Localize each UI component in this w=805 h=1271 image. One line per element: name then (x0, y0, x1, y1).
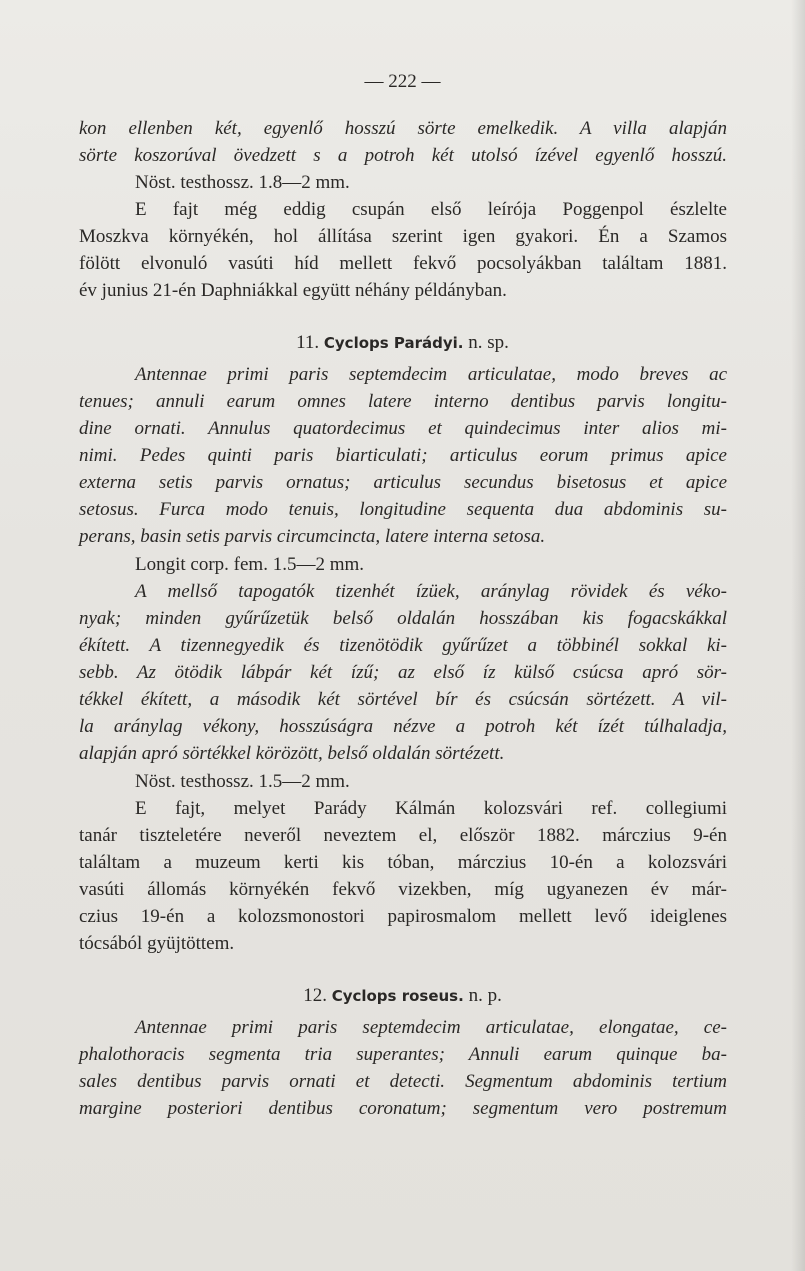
text-line: sörte koszorúval övedzett s a potroh két utolsó ízével egyenlő hosszú. (79, 145, 727, 166)
species-number: 12. (303, 985, 327, 1006)
description-line: A mellső tapogatók tizenhét ízüek, aránylag rövidek és véko- (135, 581, 727, 602)
latin-line: externa setis parvis ornatus; articulus secundus bisetosus et apice (79, 472, 727, 493)
text-line: E fajt még eddig csupán első leírója Poggenpol észlelte (135, 199, 727, 220)
description-line: alapján apró sörtékkel körözött, belső oldalán sörtézett. (79, 743, 505, 764)
paragraph-line: E fajt, melyet Parády Kálmán kolozsvári ref. collegiumi (135, 798, 727, 819)
latin-line: phalothoracis segmenta tria superantes; Annuli earum quinque ba- (79, 1044, 727, 1065)
paragraph-line: tócsából gyüjtöttem. (79, 933, 235, 954)
longit-line: Longit corp. fem. 1.5—2 mm. (135, 554, 365, 575)
species-heading (0, 984, 805, 1008)
species-name: Cyclops Parádyi. (323, 334, 464, 352)
latin-line: Antennae primi paris septemdecim articulatae, elongatae, ce- (135, 1017, 727, 1038)
latin-line: setosus. Furca modo tenuis, longitudine sequenta dua abdominis su- (79, 499, 727, 520)
description-line: tékkel ékített, a második két sörtével bír és csúcsán sörtézett. A vil- (79, 689, 727, 710)
description-line: ékített. A tizennegyedik és tizenötödik gyűrűzet a többinél sokkal ki- (79, 635, 727, 656)
latin-line: tenues; annuli earum omnes latere interno dentibus parvis longitu- (79, 391, 727, 412)
species-number: 11. (296, 332, 320, 353)
text-line: kon ellenben két, egyenlő hosszú sörte emelkedik. A villa alapján (79, 118, 727, 139)
text-line: Nöst. testhossz. 1.8—2 mm. (135, 172, 350, 193)
text-line: fölött elvonuló vasúti híd mellett fekvő pocsolyákban találtam 1881. (79, 253, 727, 274)
latin-line: nimi. Pedes quinti paris biarticulati; articulus eorum primus apice (79, 445, 727, 466)
species-name: Cyclops roseus. (331, 987, 464, 1005)
latin-line: margine posteriori dentibus coronatum; segmentum vero postremum (79, 1098, 727, 1119)
page-number: — 222 — (364, 71, 441, 92)
species-heading (0, 331, 805, 355)
text-line: Moszkva környékén, hol állítása szerint igen gyakori. Én a Szamos (79, 226, 727, 247)
paragraph-line: czius 19-én a kolozsmonostori papirosmalom mellett levő ideiglenes (79, 906, 727, 927)
species-suffix: n. sp. (468, 332, 509, 353)
species-suffix: n. p. (468, 985, 502, 1006)
paragraph-line: találtam a muzeum kerti kis tóban, márczius 10-én a kolozsvári (79, 852, 727, 873)
latin-line: sales dentibus parvis ornati et detecti. Segmentum abdominis tertium (79, 1071, 727, 1092)
description-line: nyak; minden gyűrűzetük belső oldalán hosszában kis fogacskákkal (79, 608, 727, 629)
latin-line: Antennae primi paris septemdecim articulatae, modo breves ac (135, 364, 727, 385)
text-line: év junius 21-én Daphniákkal együtt néhány példányban. (79, 280, 507, 301)
paragraph-line: vasúti állomás környékén fekvő vizekben, míg ugyanezen év már- (79, 879, 727, 900)
description-line: sebb. Az ötödik lábpár két ízű; az első íz külső csúcsa apró sör- (79, 662, 727, 683)
paragraph-line: tanár tiszteletére neveről neveztem el, először 1882. márczius 9-én (79, 825, 727, 846)
length-line: Nöst. testhossz. 1.5—2 mm. (135, 771, 350, 792)
description-line: la aránylag vékony, hosszúságra nézve a potroh két ízét túlhaladja, (79, 716, 727, 737)
latin-line: dine ornati. Annulus quatordecimus et quindecimus inter alios mi- (79, 418, 727, 439)
latin-line: perans, basin setis parvis circumcincta, latere interna setosa. (79, 526, 546, 547)
